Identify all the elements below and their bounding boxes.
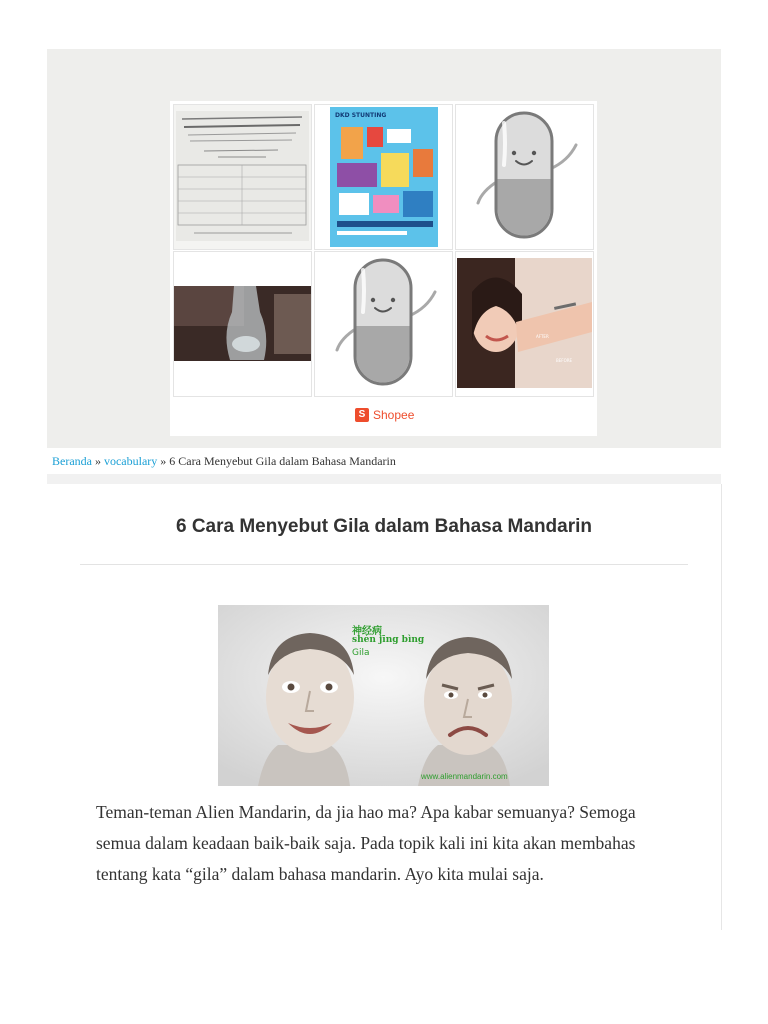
skin-care-before-after-image: [456, 252, 593, 396]
breadcrumb-category-link[interactable]: vocabulary: [103, 454, 158, 468]
hero-meaning: Gila: [352, 648, 370, 658]
two-faces-image: [218, 605, 549, 786]
before-label: BEFORE: [556, 358, 573, 363]
capsule-mascot-image: [315, 252, 452, 396]
hero-watermark-url: www.alienmandarin.com: [421, 772, 508, 781]
article-intro-paragraph: Teman-teman Alien Mandarin, da jia hao ma? Apa kabar semuanya? Semoga semua dalam keadaan baik-baik saja. Pada topik kali ini kita akan membahas tentang kata “gila” dalam bahasa mandarin. Ayo kita mulai saja.: [96, 802, 636, 884]
shopee-bag-icon: S: [355, 408, 369, 422]
certificate-document-image: [174, 105, 311, 249]
ad-tile-capsule-2[interactable]: [314, 251, 453, 397]
poster-caption: DKD STUNTING: [335, 112, 387, 119]
page-title: 6 Cara Menyebut Gila dalam Bahasa Mandarin: [175, 516, 593, 537]
section-gap: [47, 474, 721, 484]
glass-bottle-image: [174, 252, 311, 396]
breadcrumb-home-link[interactable]: Beranda: [52, 454, 92, 468]
capsule-mascot-image: [456, 105, 593, 249]
title-divider: [80, 564, 688, 565]
breadcrumb-current: 6 Cara Menyebut Gila dalam Bahasa Mandarin: [169, 454, 396, 468]
hero-pinyin: shén jīng bìng: [352, 635, 425, 645]
ad-tile-capsule[interactable]: [455, 104, 594, 250]
breadcrumb-separator: »: [94, 454, 101, 468]
shopee-label: Shopee: [373, 408, 415, 422]
article-hero-image: [218, 605, 549, 786]
ad-tile-poster[interactable]: [314, 104, 453, 250]
breadcrumb-bar: [47, 448, 721, 474]
ad-tile-bottle[interactable]: [173, 251, 312, 397]
ad-tile-skincare[interactable]: [455, 251, 594, 397]
ad-banner[interactable]: [170, 101, 597, 436]
after-label: AFTER: [536, 334, 549, 339]
shopee-logo[interactable]: [355, 408, 414, 422]
breadcrumb: [52, 454, 396, 469]
ad-tile-certificate[interactable]: [173, 104, 312, 250]
breadcrumb-separator: »: [160, 454, 167, 468]
hero-hanzi: 神经病: [352, 626, 382, 637]
dkd-stunting-poster-image: [315, 105, 452, 249]
